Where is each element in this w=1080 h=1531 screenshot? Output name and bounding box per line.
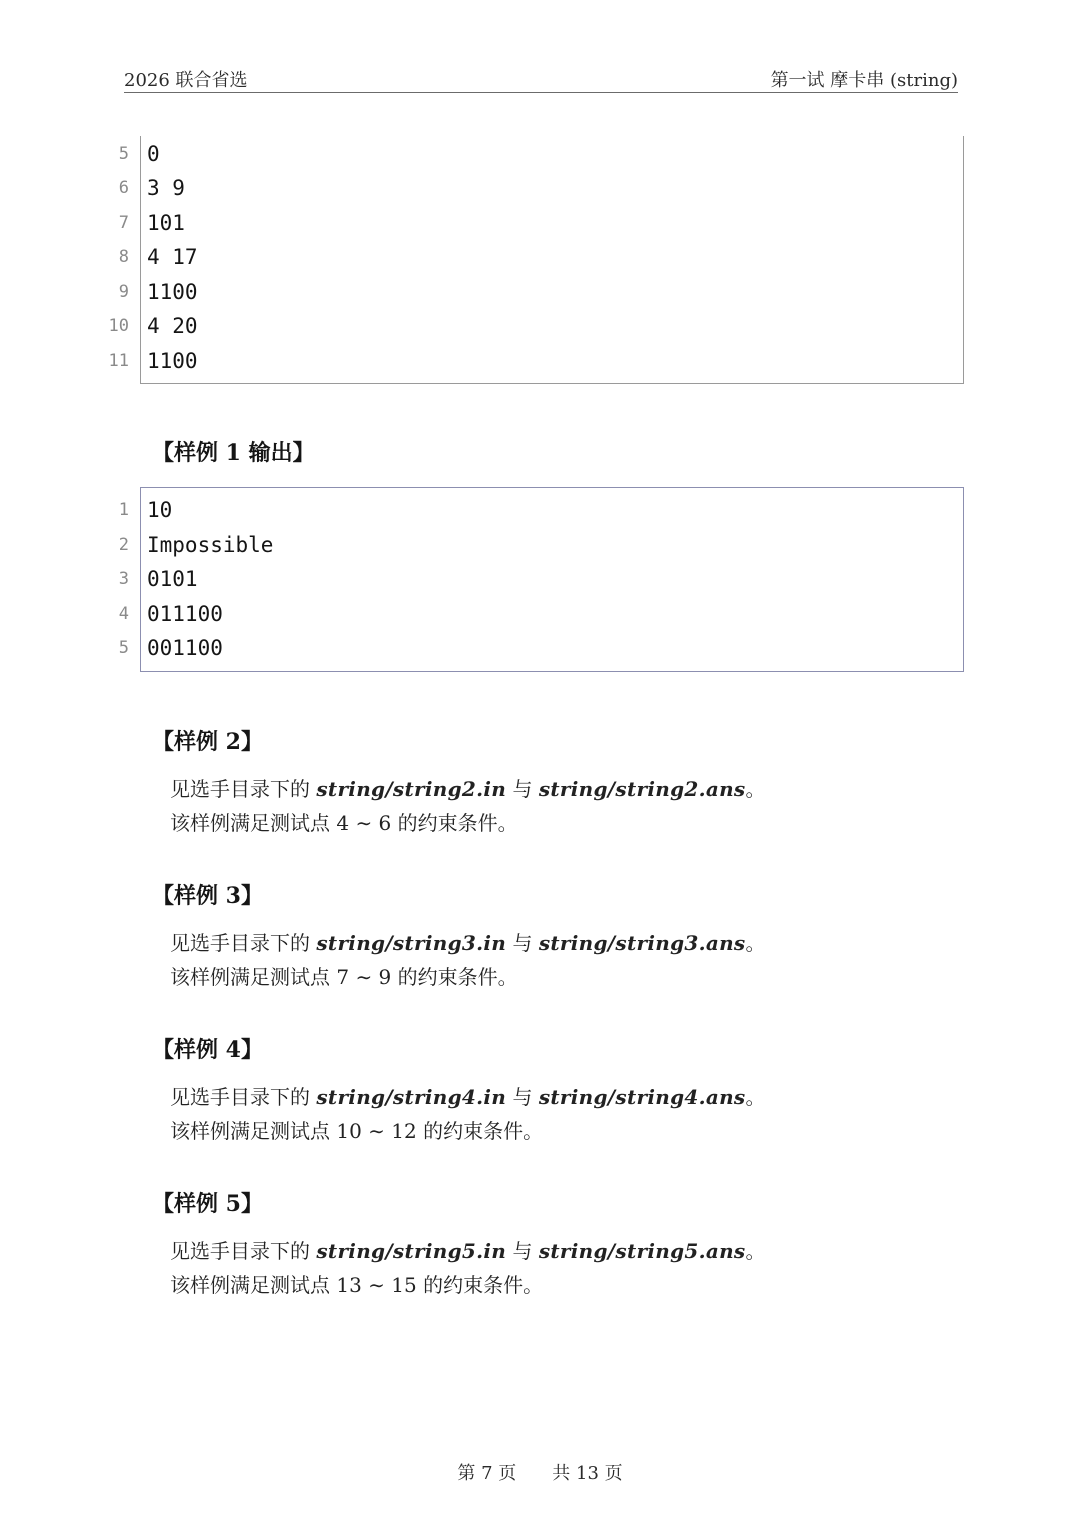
line-text: Impossible <box>147 532 274 557</box>
text: 与 <box>506 1085 539 1109</box>
line-number: 11 <box>108 350 129 371</box>
line-number: 1 <box>118 500 129 520</box>
text: 。 <box>745 1085 766 1109</box>
sample-5-title: 【样例 5】 <box>152 1191 263 1217</box>
line-text: 1100 <box>147 279 198 304</box>
line-text: 10 <box>147 498 173 522</box>
line-text: 101 <box>147 210 185 235</box>
sample-3-desc <box>170 926 766 994</box>
input-file-name: string/string5.in <box>316 1239 507 1263</box>
page-footer <box>0 1459 1080 1485</box>
sample-input-continued <box>108 136 964 384</box>
text: 。 <box>745 931 766 955</box>
line-text: 3 9 <box>147 176 185 200</box>
line-number: 5 <box>118 638 129 658</box>
input-file-name: string/string2.in <box>316 777 507 801</box>
sample-3-files-line <box>170 926 766 960</box>
line-number: 4 <box>118 603 129 624</box>
code-line <box>118 171 963 206</box>
sample-3-title: 【样例 3】 <box>152 883 263 909</box>
text: 。 <box>745 1239 766 1263</box>
code-line <box>118 206 963 241</box>
code-line <box>118 240 963 275</box>
text: 见选手目录下的 <box>170 931 317 955</box>
input-file-name: string/string4.in <box>316 1085 507 1109</box>
code-line <box>118 597 963 632</box>
header-contest-name: 2026 联合省选 <box>124 70 248 91</box>
line-number: 9 <box>118 281 129 302</box>
answer-file-name: string/string2.ans <box>538 777 746 801</box>
line-text: 001100 <box>147 636 223 660</box>
text: 与 <box>506 931 539 955</box>
page-number: 第 7 页 <box>457 1463 517 1484</box>
text: 。 <box>745 777 766 801</box>
page-header <box>124 62 958 93</box>
code-line <box>118 528 963 563</box>
sample-5-desc <box>170 1234 766 1302</box>
line-number: 3 <box>118 569 129 589</box>
line-number: 8 <box>118 247 129 267</box>
sample-5-constraint-line: 该样例满足测试点 13 ∼ 15 的约束条件。 <box>170 1273 544 1297</box>
sample-4-desc <box>170 1080 766 1148</box>
code-line <box>118 631 963 666</box>
input-file-name: string/string3.in <box>316 931 507 955</box>
sample-2-title: 【样例 2】 <box>152 729 263 755</box>
line-text: 4 17 <box>147 245 198 269</box>
page-total: 共 13 页 <box>552 1463 623 1484</box>
answer-file-name: string/string5.ans <box>538 1239 746 1263</box>
sample-2-desc <box>170 772 766 840</box>
sample-3-constraint-line: 该样例满足测试点 7 ∼ 9 的约束条件。 <box>170 965 518 989</box>
line-text: 4 20 <box>147 314 198 338</box>
sample-5-files-line <box>170 1234 766 1268</box>
line-text: 1100 <box>147 348 198 373</box>
code-line <box>118 275 963 310</box>
code-line <box>108 309 963 344</box>
line-number: 2 <box>118 534 129 555</box>
line-number: 10 <box>108 316 129 336</box>
header-problem-name: 第一试 摩卡串 (string) <box>770 70 958 91</box>
line-number: 6 <box>118 178 129 198</box>
sample-4-constraint-line: 该样例满足测试点 10 ∼ 12 的约束条件。 <box>170 1119 544 1143</box>
sample-4-title: 【样例 4】 <box>152 1037 263 1063</box>
line-text: 0 <box>147 141 160 166</box>
text: 见选手目录下的 <box>170 1085 317 1109</box>
sample-1-output <box>118 487 964 672</box>
code-line <box>118 493 963 528</box>
line-number: 5 <box>118 143 129 164</box>
sample-4-files-line <box>170 1080 766 1114</box>
text: 见选手目录下的 <box>170 777 317 801</box>
line-number: 7 <box>118 212 129 233</box>
code-line <box>118 137 963 172</box>
line-text: 0101 <box>147 567 198 591</box>
sample-2-constraint-line: 该样例满足测试点 4 ∼ 6 的约束条件。 <box>170 811 518 835</box>
sample-1-output-title: 【样例 1 输出】 <box>152 440 315 466</box>
sample-2-files-line <box>170 772 766 806</box>
line-text: 011100 <box>147 601 223 626</box>
code-line <box>108 344 963 379</box>
text: 与 <box>506 1239 539 1263</box>
text: 见选手目录下的 <box>170 1239 317 1263</box>
code-line <box>118 562 963 597</box>
answer-file-name: string/string3.ans <box>538 931 746 955</box>
answer-file-name: string/string4.ans <box>538 1085 746 1109</box>
text: 与 <box>506 777 539 801</box>
